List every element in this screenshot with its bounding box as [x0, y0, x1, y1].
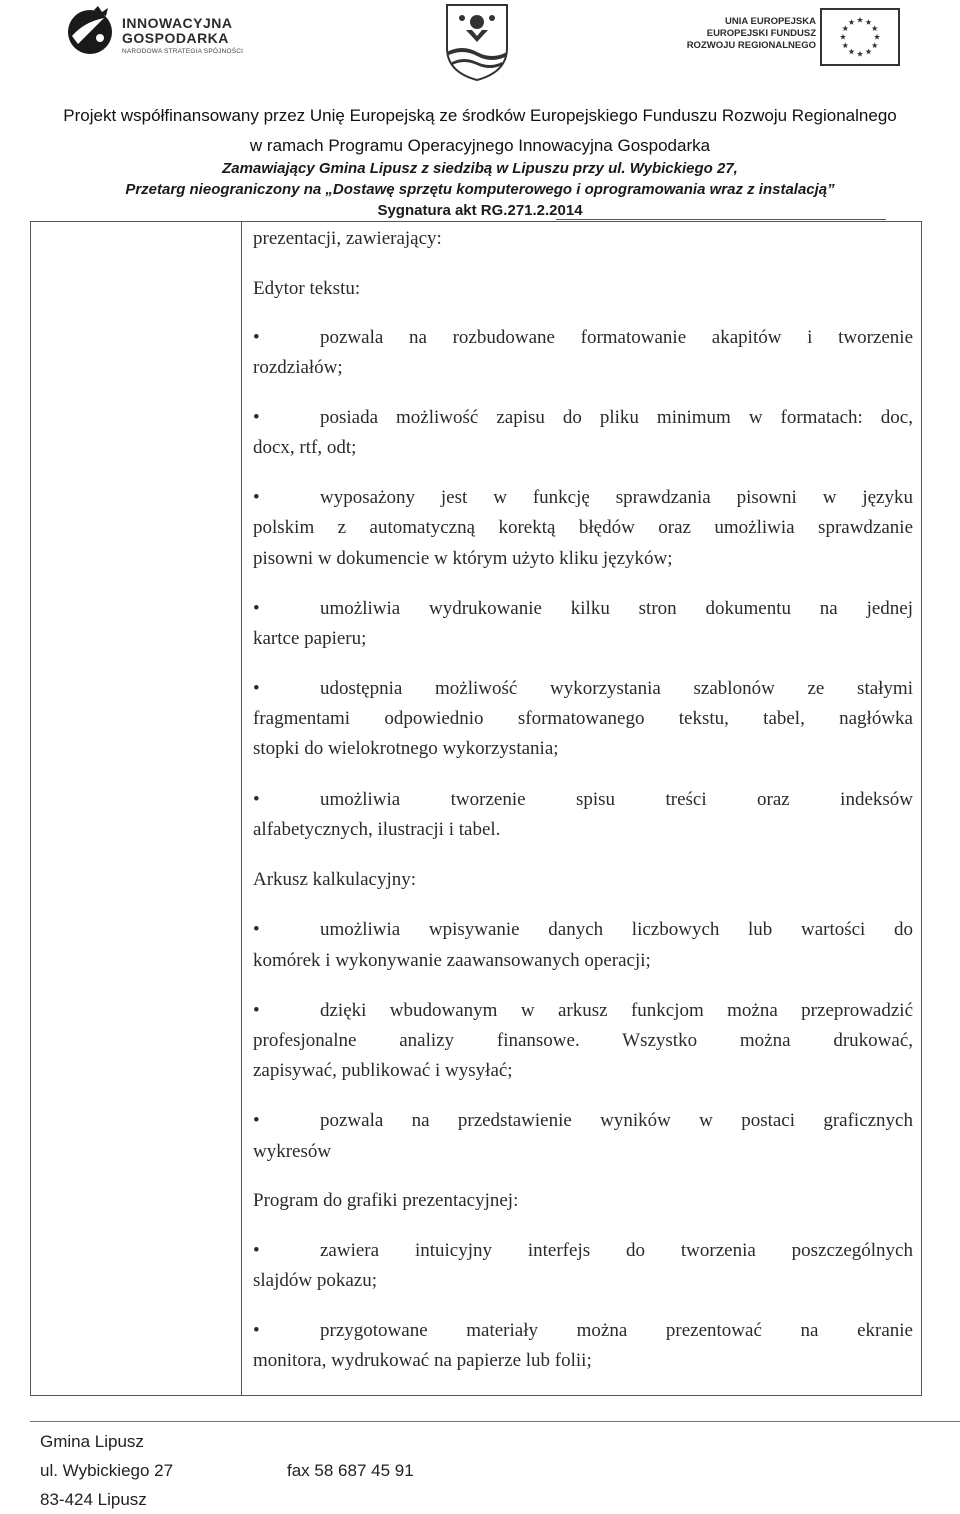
pres-item-1-line-2: slajdów pokazu;	[253, 1270, 378, 1291]
header-divider	[556, 219, 886, 220]
innowacyjna-gospodarka-logo	[64, 4, 264, 60]
editor-item-3-line-3: pisowni w dokumencie w którym użyto kliku języków;	[253, 548, 673, 569]
eu-logo-line-2: EUROPEJSKI FUNDUSZ	[706, 28, 816, 39]
header-project-line: Projekt współfinansowany przez Unię Europejską ze środków Europejskiego Funduszu Rozwoju Regionalnego	[63, 106, 897, 125]
innowacyjna-gospodarka-emblem-icon	[64, 4, 116, 58]
bullet-icon: •	[253, 487, 260, 508]
eu-logo-line-1: UNIA EUROPEJSKA	[725, 16, 816, 27]
editor-item-2-line-2: docx, rtf, odt;	[253, 437, 357, 458]
editor-heading: Edytor tekstu:	[253, 278, 361, 299]
gmina-lipusz-crest-icon	[444, 2, 510, 82]
footer-postal: 83-424 Lipusz	[40, 1490, 147, 1509]
sheet-item-1-line-2: komórek i wykonywanie zaawansowanych operacji;	[253, 950, 651, 971]
bullet-icon: •	[253, 1000, 260, 1021]
bullet-icon: •	[253, 678, 260, 699]
eu-erdf-logo	[680, 8, 900, 66]
header-contracting-authority: Zamawiający Gmina Lipusz z siedzibą w Lipuszu przy ul. Wybickiego 27,	[222, 160, 738, 177]
intro-text: prezentacji, zawierający:	[253, 228, 442, 249]
editor-item-5-line-1: udostępnia możliwość wykorzystania szablonów ze stałymi	[320, 678, 913, 699]
sheet-item-2-line-2: profesjonalne analizy finansowe. Wszystko można drukować,	[253, 1030, 913, 1051]
editor-item-2-line-1: posiada możliwość zapisu do pliku minimum w formatach: doc,	[320, 407, 913, 428]
footer-fax: fax 58 687 45 91	[287, 1461, 414, 1480]
footer-name: Gmina Lipusz	[40, 1432, 144, 1451]
sheet-item-2-line-1: dzięki wbudowanym w arkusz funkcjom można przeprowadzić	[320, 1000, 913, 1021]
bullet-icon: •	[253, 1320, 260, 1341]
sheet-item-1-line-1: umożliwia wpisywanie danych liczbowych lub wartości do	[320, 919, 913, 940]
bullet-icon: •	[253, 919, 260, 940]
footer-street: ul. Wybickiego 27	[40, 1461, 174, 1480]
ig-logo-subtitle: NARODOWA STRATEGIA SPÓJNOŚCI	[122, 48, 244, 55]
bullet-icon: •	[253, 598, 260, 619]
pres-item-2-line-1: przygotowane materiały można prezentować na ekranie	[320, 1320, 913, 1341]
editor-item-5-line-2: fragmentami odpowiednio sformatowanego tekstu, tabel, nagłówka	[253, 708, 913, 729]
spreadsheet-heading: Arkusz kalkulacyjny:	[253, 869, 417, 890]
header-tender-title: Przetarg nieograniczony na „Dostawę sprzętu komputerowego i oprogramowania wraz z instalacją”	[125, 181, 835, 198]
editor-item-3-line-1: wyposażony jest w funkcję sprawdzania pisowni w języku	[320, 487, 913, 508]
editor-item-6-line-1: umożliwia tworzenie spisu treści oraz indeksów	[320, 789, 913, 810]
bullet-icon: •	[253, 1240, 260, 1261]
editor-item-3-line-2: polskim z automatyczną korektą błędów oraz umożliwia sprawdzanie	[253, 517, 913, 538]
editor-item-1-line-1: pozwala na rozbudowane formatowanie akapitów i tworzenie	[320, 327, 913, 348]
pres-item-1-line-1: zawiera intuicyjny interfejs do tworzenia poszczególnych	[320, 1240, 913, 1261]
bullet-icon: •	[253, 407, 260, 428]
eu-logo-text	[687, 16, 816, 52]
sheet-item-3-line-2: wykresów	[253, 1141, 332, 1162]
bullet-icon: •	[253, 1110, 260, 1131]
editor-item-4-line-1: umożliwia wydrukowanie kilku stron dokumentu na jednej	[320, 598, 913, 619]
bullet-icon: •	[253, 789, 260, 810]
editor-item-1-line-2: rozdziałów;	[253, 357, 343, 378]
sheet-item-3-line-1: pozwala na przedstawienie wyników w postaci graficznych	[320, 1110, 913, 1131]
eu-flag-icon	[820, 8, 900, 66]
sheet-item-2-line-3: zapisywać, publikować i wysyłać;	[253, 1060, 513, 1081]
eu-logo-line-3: ROZWOJU REGIONALNEGO	[686, 40, 816, 51]
header-reference-number: Sygnatura akt RG.271.2.2014	[377, 202, 583, 219]
presentation-heading: Program do grafiki prezentacyjnej:	[253, 1190, 519, 1211]
table-column-divider	[241, 221, 242, 1396]
bullet-icon: •	[253, 327, 260, 348]
footer-divider	[30, 1421, 960, 1422]
editor-item-4-line-2: kartce papieru;	[253, 628, 367, 649]
editor-item-5-line-3: stopki do wielokrotnego wykorzystania;	[253, 738, 559, 759]
editor-item-6-line-2: alfabetycznych, ilustracji i tabel.	[253, 819, 501, 840]
pres-item-2-line-2: monitora, wydrukować na papierze lub folii;	[253, 1350, 592, 1371]
header-program-line: w ramach Programu Operacyjnego Innowacyjna Gospodarka	[249, 136, 711, 155]
ig-logo-name: INNOWACYJNA GOSPODARKA	[122, 15, 233, 46]
